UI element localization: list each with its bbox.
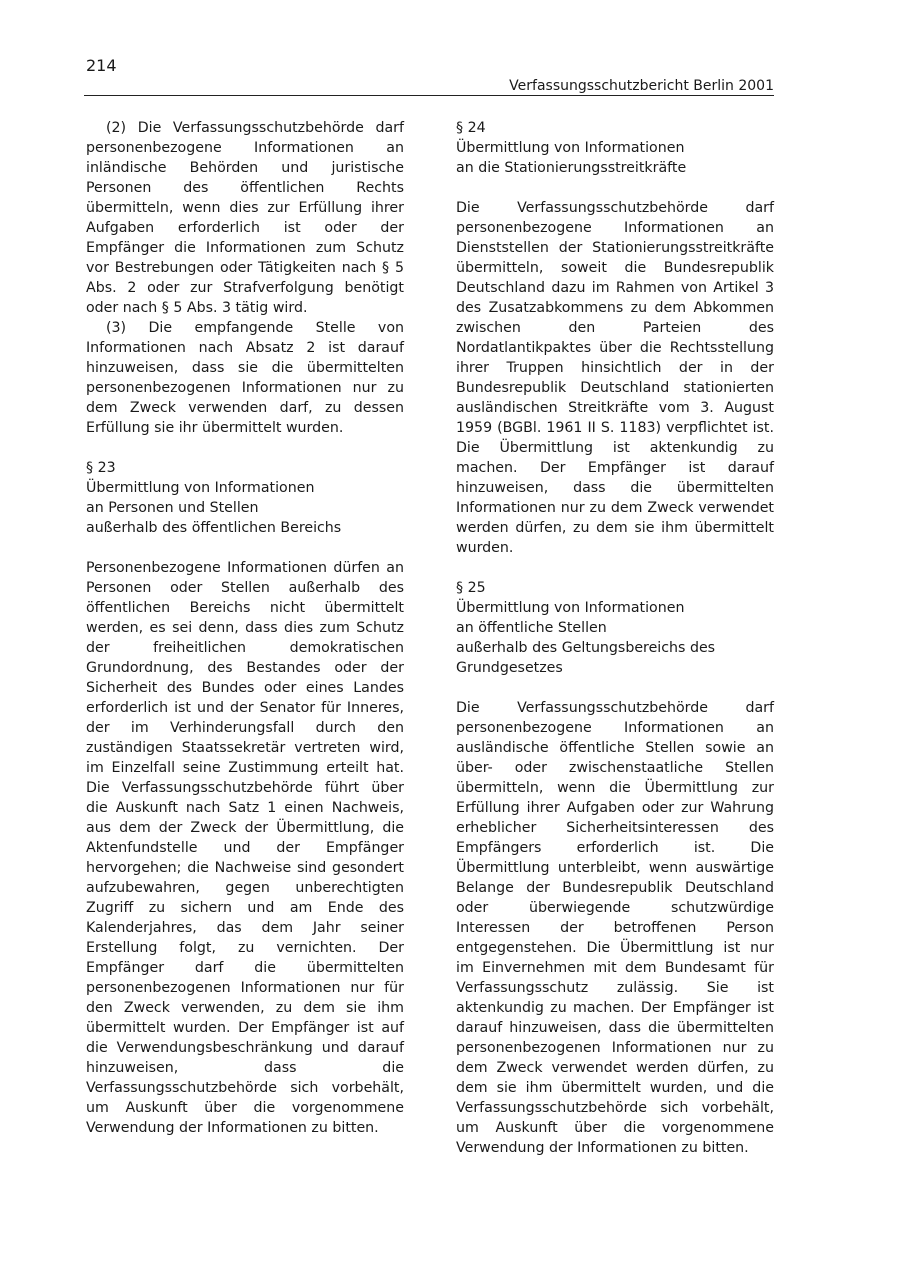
paragraph-3: (3) Die empfangende Stelle von Informationen nach Absatz 2 ist darauf hinzuweisen, dass sie die übermittelten personenbezogenen Informationen nur zu dem Zweck verwenden darf, zu dessen Erfüllung sie ihr übermittelt wurden.: [86, 320, 404, 436]
left-column: [86, 118, 404, 1138]
section-25-body: Die Verfassungsschutzbehörde darf personenbezogene Informationen an ausländische öffentliche Stellen sowie an über- oder zwischenstaatliche Stellen übermitteln, wenn die Übermittlung zur Erfüllung ihrer Aufgaben oder zur Wahrung erheblicher Sicherheitsinteressen des Empfängers erforderlich ist. Die Übermittlung unterbleibt, wenn auswärtige Belange der Bundesrepublik Deutschland oder überwiegende schutzwürdige Interessen der betroffenen Person entgegenstehen. Die Übermittlung ist nur im Einvernehmen mit dem Bundesamt für Verfassungsschutz zulässig. Sie ist aktenkundig zu machen. Der Empfänger ist darauf hinzuweisen, dass die übermittelten personenbezogenen Informationen nur zu dem Zweck verwendet werden dürfen, zu dem sie ihm übermittelt wurden, und die Verfassungsschutzbehörde sich vorbehält, um Auskunft über die vorgenommene Verwendung der Informationen zu bitten.: [456, 700, 774, 1156]
spacer: [456, 178, 774, 198]
section-25-title-line: außerhalb des Geltungsbereichs des: [456, 640, 716, 656]
section-24-number: § 24: [456, 120, 486, 136]
section-23: [86, 458, 404, 1138]
section-25-number: § 25: [456, 580, 486, 596]
section-24-title-line: an die Stationierungsstreitkräfte: [456, 160, 687, 176]
spacer: [456, 558, 774, 578]
spacer: [86, 538, 404, 558]
running-title: Verfassungsschutzbericht Berlin 2001: [509, 78, 774, 94]
section-25-title-line: Grundgesetzes: [456, 660, 563, 676]
spacer: [86, 438, 404, 458]
section-23-body: Personenbezogene Informationen dürfen an Personen oder Stellen außerhalb des öffentlichen Bereichs nicht übermittelt werden, es sei denn, dass dies zum Schutz der freiheitlichen demokratischen Grundordnung, des Bestandes oder der Sicherheit des Bundes oder eines Landes erforderlich ist und der Senator für Inneres, der im Verhinderungsfall durch den zuständigen Staatssekretär vertreten wird, im Einzelfall seine Zustimmung erteilt hat. Die Verfassungsschutzbehörde führt über die Auskunft nach Satz 1 einen Nachweis, aus dem der Zweck der Übermittlung, die Aktenfundstelle und der Empfänger hervorgehen; die Nachweise sind gesondert aufzubewahren, gegen unberechtigten Zugriff zu sichern und am Ende des Kalenderjahres, das dem Jahr seiner Erstellung folgt, zu vernichten. Der Empfänger darf die übermittelten personenbezogenen Informationen nur für den Zweck verwenden, zu dem sie ihm übermittelt wurden. Der Empfänger ist auf die Verwendungsbeschränkung und darauf hinzuweisen, dass die Verfassungsschutzbehörde sich vorbehält, um Auskunft über die vorgenommene Verwendung der Informationen zu bitten.: [86, 560, 404, 1136]
section-24-title-line: Übermittlung von Informationen: [456, 140, 685, 156]
header-rule: [84, 95, 774, 96]
section-25-title-line: an öffentliche Stellen: [456, 620, 607, 636]
spacer: [456, 678, 774, 698]
page-number: 214: [86, 56, 117, 75]
right-column: [456, 118, 774, 1158]
section-25-title-line: Übermittlung von Informationen: [456, 600, 685, 616]
section-23-title-line: Übermittlung von Informationen: [86, 480, 315, 496]
section-23-title-line: an Personen und Stellen: [86, 500, 259, 516]
section-24-body: Die Verfassungsschutzbehörde darf personenbezogene Informationen an Dienststellen der Stationierungsstreitkräfte übermitteln, soweit die Bundesrepublik Deutschland dazu im Rahmen von Artikel 3 des Zusatzabkommens zu dem Abkommen zwischen den Parteien des Nordatlantikpaktes über die Rechtsstellung ihrer Truppen hinsichtlich der in der Bundesrepublik Deutschland stationierten ausländischen Streitkräfte vom 3. August 1959 (BGBl. 1961 II S. 1183) verpflichtet ist. Die Übermittlung ist aktenkundig zu machen. Der Empfänger ist darauf hinzuweisen, dass die übermittelten Informationen nur zu dem Zweck verwendet werden dürfen, zu dem sie ihm übermittelt wurden.: [456, 200, 774, 556]
section-24: [456, 118, 774, 558]
section-23-number: § 23: [86, 460, 116, 476]
section-23-title-line: außerhalb des öffentlichen Bereichs: [86, 520, 342, 536]
section-25: [456, 578, 774, 1158]
paragraph-2: (2) Die Verfassungsschutzbehörde darf personenbezogene Informationen an inländische Behörden und juristische Personen des öffentlichen Rechts übermitteln, wenn dies zur Erfüllung ihrer Aufgaben erforderlich ist oder der Empfänger die Informationen zum Schutz vor Bestrebungen oder Tätigkeiten nach § 5 Abs. 2 oder zur Strafverfolgung benötigt oder nach § 5 Abs. 3 tätig wird.: [86, 120, 404, 316]
